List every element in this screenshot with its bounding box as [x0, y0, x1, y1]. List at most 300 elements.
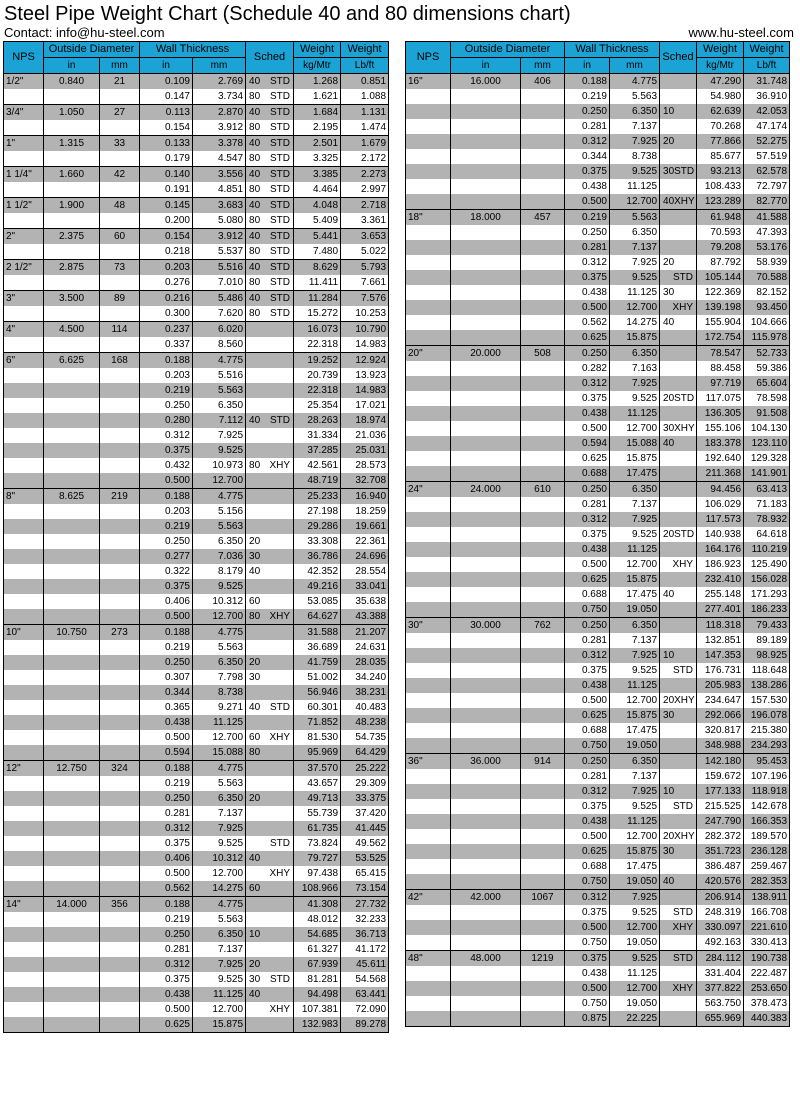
wall-mm-cell: 15.875 [610, 844, 660, 859]
nps-cell [4, 182, 44, 198]
od-mm-cell [521, 361, 565, 376]
nps-cell: 6" [4, 353, 44, 369]
sched-designation: STD [673, 953, 694, 964]
sched-cell [660, 678, 697, 693]
wall-in-cell: 0.250 [140, 534, 193, 549]
table-row [4, 821, 389, 836]
weight-kg-cell: 33.308 [294, 534, 341, 549]
od-in-cell [451, 587, 521, 602]
nps-cell [4, 942, 44, 957]
weight-kg-cell: 49.713 [294, 791, 341, 806]
nps-cell [4, 776, 44, 791]
weight-kg-cell: 85.677 [697, 149, 744, 164]
wall-mm-cell: 12.700 [610, 693, 660, 708]
weight-lb-cell: 33.041 [341, 579, 389, 594]
table-row [4, 791, 389, 806]
od-mm-cell [100, 670, 140, 685]
weight-kg-cell: 107.381 [294, 1002, 341, 1017]
wall-mm-cell: 9.525 [610, 905, 660, 920]
wall-in-cell: 0.219 [140, 912, 193, 927]
od-in-cell [451, 255, 521, 270]
sched-cell [660, 315, 697, 330]
table-row [406, 738, 790, 754]
od-in-cell [44, 881, 100, 897]
od-mm-cell: 219 [100, 489, 140, 505]
weight-lb-cell: 440.383 [744, 1011, 790, 1027]
weight-kg-cell: 62.639 [697, 104, 744, 119]
od-in-cell [451, 376, 521, 391]
nps-cell [4, 640, 44, 655]
wall-in-cell: 0.594 [565, 436, 610, 451]
table-row [406, 874, 790, 890]
sched-cell [246, 776, 294, 791]
nps-cell: 24" [406, 482, 451, 498]
sched-cell [246, 851, 294, 866]
nps-cell [406, 799, 451, 814]
wall-in-cell: 0.365 [140, 700, 193, 715]
wall-mm-cell: 9.525 [610, 799, 660, 814]
weight-kg-cell: 95.969 [294, 745, 341, 761]
od-mm-cell [521, 557, 565, 572]
table-row [4, 337, 389, 353]
wall-mm-cell: 11.125 [610, 542, 660, 557]
wall-mm-cell: 15.875 [193, 1017, 246, 1033]
od-mm-cell [521, 602, 565, 618]
table-row [4, 229, 389, 245]
od-mm-cell [100, 685, 140, 700]
sched-cell [660, 346, 697, 362]
wall-in-cell: 0.438 [565, 814, 610, 829]
sched-number: 30 [663, 423, 675, 434]
weight-lb-cell: 52.733 [744, 346, 790, 362]
header-sched: Sched [246, 42, 294, 74]
sched-cell [660, 436, 697, 451]
wall-mm-cell: 4.851 [193, 182, 246, 198]
nps-cell [406, 920, 451, 935]
table-row [406, 663, 790, 678]
od-mm-cell: 33 [100, 136, 140, 152]
sched-number: 40 [663, 589, 675, 600]
nps-cell [4, 594, 44, 609]
od-in-cell [44, 700, 100, 715]
weight-kg-cell: 31.334 [294, 428, 341, 443]
weight-lb-cell: 63.441 [341, 987, 389, 1002]
sched-number: 40 [249, 702, 261, 713]
weight-kg-cell: 37.570 [294, 761, 341, 777]
sched-cell [660, 754, 697, 770]
nps-cell: 12" [4, 761, 44, 777]
table-row [406, 844, 790, 859]
nps-cell [406, 769, 451, 784]
sched-cell [246, 670, 294, 685]
od-in-cell: 10.750 [44, 625, 100, 641]
sched-cell [246, 685, 294, 700]
header-kg-mtr: kg/Mtr [294, 58, 341, 74]
weight-kg-cell: 122.369 [697, 285, 744, 300]
od-in-cell [451, 769, 521, 784]
wall-in-cell: 0.250 [565, 754, 610, 770]
wall-in-cell: 0.250 [565, 618, 610, 634]
wall-in-cell: 0.218 [140, 244, 193, 260]
od-mm-cell [521, 315, 565, 330]
table-row [4, 443, 389, 458]
sched-designation: STD [270, 153, 291, 164]
wall-in-cell: 0.500 [140, 473, 193, 489]
od-mm-cell [521, 285, 565, 300]
od-in-cell [44, 836, 100, 851]
od-mm-cell [100, 655, 140, 670]
od-mm-cell [521, 981, 565, 996]
wall-mm-cell: 12.700 [193, 473, 246, 489]
nps-cell [4, 745, 44, 761]
nps-cell: 2" [4, 229, 44, 245]
table-row [4, 244, 389, 260]
weight-lb-cell: 19.661 [341, 519, 389, 534]
od-in-cell [451, 557, 521, 572]
wall-mm-cell: 7.925 [610, 134, 660, 149]
weight-lb-cell: 48.238 [341, 715, 389, 730]
od-mm-cell [100, 120, 140, 136]
weight-kg-cell: 1.268 [294, 74, 341, 90]
sched-designation: STD [270, 138, 291, 149]
wall-in-cell: 0.188 [140, 489, 193, 505]
sched-number: 20 [663, 529, 675, 540]
weight-kg-cell: 232.410 [697, 572, 744, 587]
nps-cell [406, 376, 451, 391]
weight-kg-cell: 8.629 [294, 260, 341, 276]
nps-cell [4, 685, 44, 700]
od-mm-cell: 610 [521, 482, 565, 498]
wall-mm-cell: 7.925 [610, 890, 660, 906]
weight-kg-cell: 61.327 [294, 942, 341, 957]
weight-kg-cell: 49.216 [294, 579, 341, 594]
od-mm-cell [521, 738, 565, 754]
sched-designation: STD [270, 838, 291, 849]
nps-cell [406, 981, 451, 996]
table-row [4, 640, 389, 655]
header-wall-thickness: Wall Thickness [565, 42, 660, 58]
nps-cell [406, 557, 451, 572]
wall-mm-cell: 12.700 [193, 1002, 246, 1017]
wall-in-cell: 0.688 [565, 466, 610, 482]
wall-in-cell: 0.140 [140, 167, 193, 183]
od-in-cell [451, 179, 521, 194]
weight-kg-cell: 139.198 [697, 300, 744, 315]
wall-in-cell: 0.375 [565, 270, 610, 285]
nps-cell [406, 663, 451, 678]
sched-cell [660, 829, 697, 844]
wall-mm-cell: 9.525 [193, 579, 246, 594]
table-row [406, 119, 790, 134]
od-mm-cell [521, 240, 565, 255]
od-mm-cell [100, 564, 140, 579]
nps-cell [406, 270, 451, 285]
wall-in-cell: 0.312 [565, 784, 610, 799]
od-in-cell [44, 579, 100, 594]
header-wall-in: in [565, 58, 610, 74]
wall-in-cell: 0.300 [140, 306, 193, 322]
od-mm-cell [100, 957, 140, 972]
weight-kg-cell: 61.735 [294, 821, 341, 836]
wall-mm-cell: 3.912 [193, 229, 246, 245]
wall-mm-cell: 5.563 [610, 89, 660, 104]
sched-cell [246, 489, 294, 505]
weight-kg-cell: 159.672 [697, 769, 744, 784]
table-row [4, 927, 389, 942]
table-row [406, 572, 790, 587]
sched-designation: STD [270, 293, 291, 304]
sched-designation: STD [270, 702, 291, 713]
nps-cell [4, 851, 44, 866]
weight-lb-cell: 2.172 [341, 151, 389, 167]
weight-kg-cell: 420.576 [697, 874, 744, 890]
od-in-cell [44, 957, 100, 972]
od-in-cell [451, 391, 521, 406]
sched-designation: XHY [269, 611, 291, 622]
weight-kg-cell: 81.281 [294, 972, 341, 987]
sched-cell [246, 987, 294, 1002]
nps-cell [406, 602, 451, 618]
sched-number: 20 [663, 136, 675, 147]
od-mm-cell [100, 1002, 140, 1017]
sched-number: 40 [663, 196, 675, 207]
od-in-cell: 36.000 [451, 754, 521, 770]
wall-in-cell: 0.337 [140, 337, 193, 353]
weight-kg-cell: 330.097 [697, 920, 744, 935]
weight-kg-cell: 73.824 [294, 836, 341, 851]
sched-cell [660, 361, 697, 376]
website-url: www.hu-steel.com [688, 25, 794, 40]
sched-cell [660, 572, 697, 587]
weight-kg-cell: 42.561 [294, 458, 341, 473]
sched-number: 20 [663, 393, 675, 404]
od-in-cell [451, 723, 521, 738]
od-in-cell [44, 655, 100, 670]
wall-in-cell: 0.344 [140, 685, 193, 700]
od-mm-cell [100, 836, 140, 851]
nps-cell [406, 723, 451, 738]
table-row [4, 670, 389, 685]
sched-cell [660, 194, 697, 210]
wall-in-cell: 0.312 [565, 512, 610, 527]
weight-lb-cell: 41.588 [744, 210, 790, 226]
nps-cell [4, 1002, 44, 1017]
sched-cell [660, 149, 697, 164]
wall-in-cell: 0.312 [565, 376, 610, 391]
wall-in-cell: 0.312 [140, 821, 193, 836]
table-row [4, 368, 389, 383]
header-od-mm: mm [521, 58, 565, 74]
od-in-cell: 16.000 [451, 74, 521, 90]
weight-lb-cell: 28.573 [341, 458, 389, 473]
weight-kg-cell: 247.790 [697, 814, 744, 829]
header-weight-kg: Weight [294, 42, 341, 58]
od-mm-cell [100, 337, 140, 353]
wall-in-cell: 0.133 [140, 136, 193, 152]
wall-in-cell: 0.438 [140, 715, 193, 730]
sched-cell [660, 225, 697, 240]
wall-in-cell: 0.250 [140, 655, 193, 670]
weight-lb-cell: 35.638 [341, 594, 389, 609]
od-in-cell [451, 89, 521, 104]
od-mm-cell [521, 376, 565, 391]
wall-mm-cell: 14.275 [610, 315, 660, 330]
od-mm-cell: 42 [100, 167, 140, 183]
wall-mm-cell: 6.350 [193, 791, 246, 806]
nps-cell [4, 987, 44, 1002]
nps-cell: 16" [406, 74, 451, 90]
sched-number: 40 [249, 989, 261, 1000]
sched-number: 30 [663, 166, 675, 177]
wall-mm-cell: 9.525 [193, 972, 246, 987]
weight-lb-cell: 107.196 [744, 769, 790, 784]
weight-lb-cell: 190.738 [744, 951, 790, 967]
od-in-cell: 2.375 [44, 229, 100, 245]
od-mm-cell [100, 458, 140, 473]
table-row [406, 981, 790, 996]
sched-designation: STD [270, 215, 291, 226]
sched-number: 80 [249, 747, 261, 758]
header-outside-diameter: Outside Diameter [451, 42, 565, 58]
od-mm-cell [100, 413, 140, 428]
od-mm-cell [521, 225, 565, 240]
table-row [406, 179, 790, 194]
wall-in-cell: 0.250 [140, 791, 193, 806]
nps-cell: 1 1/2" [4, 198, 44, 214]
wall-in-cell: 0.250 [140, 398, 193, 413]
table-row [406, 678, 790, 693]
wall-mm-cell: 6.350 [610, 104, 660, 119]
weight-lb-cell: 118.648 [744, 663, 790, 678]
wall-mm-cell: 5.516 [193, 368, 246, 383]
od-mm-cell [100, 368, 140, 383]
nps-cell [4, 927, 44, 942]
od-mm-cell [100, 715, 140, 730]
od-in-cell [44, 213, 100, 229]
weight-kg-cell: 55.739 [294, 806, 341, 821]
nps-cell [4, 337, 44, 353]
wall-mm-cell: 3.734 [193, 89, 246, 105]
sched-designation: STD [270, 91, 291, 102]
weight-lb-cell: 31.748 [744, 74, 790, 90]
od-in-cell [44, 151, 100, 167]
nps-cell: 20" [406, 346, 451, 362]
od-mm-cell [521, 648, 565, 663]
wall-mm-cell: 5.156 [193, 504, 246, 519]
weight-kg-cell: 53.085 [294, 594, 341, 609]
wall-in-cell: 0.375 [565, 527, 610, 542]
od-in-cell: 4.500 [44, 322, 100, 338]
weight-lb-cell: 82.770 [744, 194, 790, 210]
table-row [406, 391, 790, 406]
sched-cell [246, 730, 294, 745]
weight-lb-cell: 24.696 [341, 549, 389, 564]
table-row [4, 120, 389, 136]
nps-cell [406, 119, 451, 134]
weight-kg-cell: 206.914 [697, 890, 744, 906]
nps-cell [4, 972, 44, 987]
weight-lb-cell: 22.361 [341, 534, 389, 549]
od-mm-cell [100, 851, 140, 866]
weight-lb-cell: 71.183 [744, 497, 790, 512]
wall-in-cell: 0.688 [565, 587, 610, 602]
table-row [4, 987, 389, 1002]
table-row [406, 769, 790, 784]
od-in-cell [451, 981, 521, 996]
weight-lb-cell: 282.353 [744, 874, 790, 890]
sched-cell [246, 89, 294, 105]
nps-cell [406, 285, 451, 300]
sched-cell [660, 406, 697, 421]
od-in-cell [44, 685, 100, 700]
table-row [4, 957, 389, 972]
wall-mm-cell: 7.137 [610, 119, 660, 134]
weight-kg-cell: 248.319 [697, 905, 744, 920]
table-row [4, 625, 389, 641]
sched-cell [660, 723, 697, 738]
wall-in-cell: 0.625 [140, 1017, 193, 1033]
table-row [4, 383, 389, 398]
od-in-cell [451, 996, 521, 1011]
wall-in-cell: 0.438 [565, 406, 610, 421]
od-in-cell [44, 866, 100, 881]
od-mm-cell: 356 [100, 897, 140, 913]
od-in-cell: 30.000 [451, 618, 521, 634]
weight-lb-cell: 29.309 [341, 776, 389, 791]
sched-cell [246, 368, 294, 383]
nps-cell [4, 806, 44, 821]
weight-kg-cell: 54.980 [697, 89, 744, 104]
wall-in-cell: 0.688 [565, 723, 610, 738]
weight-kg-cell: 5.409 [294, 213, 341, 229]
weight-kg-cell: 2.195 [294, 120, 341, 136]
sched-cell [246, 74, 294, 90]
weight-kg-cell: 118.318 [697, 618, 744, 634]
nps-cell [4, 836, 44, 851]
weight-lb-cell: 13.923 [341, 368, 389, 383]
od-in-cell [451, 285, 521, 300]
table-row [406, 618, 790, 634]
weight-lb-cell: 5.793 [341, 260, 389, 276]
wall-mm-cell: 12.700 [193, 866, 246, 881]
weight-kg-cell: 2.501 [294, 136, 341, 152]
od-in-cell [44, 337, 100, 353]
weight-kg-cell: 11.411 [294, 275, 341, 291]
table-row [406, 466, 790, 482]
weight-lb-cell: 72.797 [744, 179, 790, 194]
weight-lb-cell: 78.932 [744, 512, 790, 527]
weight-kg-cell: 43.657 [294, 776, 341, 791]
nps-cell [4, 609, 44, 625]
od-in-cell: 48.000 [451, 951, 521, 967]
weight-kg-cell: 60.301 [294, 700, 341, 715]
sched-cell [246, 579, 294, 594]
wall-mm-cell: 7.925 [193, 428, 246, 443]
nps-cell [4, 413, 44, 428]
sched-number: 30 [663, 287, 675, 298]
sched-number: 80 [249, 308, 261, 319]
sched-designation: STD [270, 169, 291, 180]
weight-lb-cell: 5.022 [341, 244, 389, 260]
table-row [406, 633, 790, 648]
table-row [4, 458, 389, 473]
od-mm-cell [521, 406, 565, 421]
nps-cell [406, 996, 451, 1011]
sched-cell [660, 240, 697, 255]
sched-number: 40 [249, 200, 261, 211]
sched-cell [660, 210, 697, 226]
sched-cell [246, 473, 294, 489]
